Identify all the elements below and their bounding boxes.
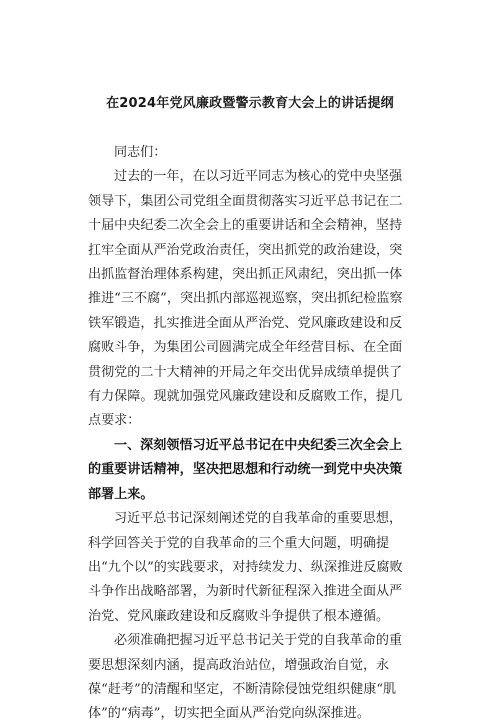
paragraph-2: 习近平总书记深刻阐述党的自我革命的重要思想，科学回答关于党的自我革命的三个重大问题，明确提出“九个以”的实践要求，对持续发力、纵深推进反腐败斗争作出战略部署，为新时代新征程深入推进全面从严治党、党风廉政建设和反腐败斗争提供了根本遵循。 [88, 511, 403, 624]
paragraph-3: 必须准确把握习近平总书记关于党的自我革命的重要思想深刻内涵，提高政治站位，增强政治自觉，永葆“赶考”的清醒和坚定，不断清除侵蚀党组织健康“肌体”的“病毒”，切实把全面从严治党向纵深推进。 [88, 633, 403, 722]
document-title: 在2024年党风廉政暨警示教育大会上的讲话提纲 [106, 96, 394, 111]
section-heading-1: 一、深刻领悟习近平总书记在中央纪委三次全会上的重要讲话精神，坚决把思想和行动统一到党中央决策部署上来。 [88, 437, 403, 502]
paragraph-1: 过去的一年，在以习近平同志为核心的党中央坚强领导下，集团公司党组全面贯彻落实习近平总书记在二十届中央纪委二次全会上的重要讲话和全会精神，坚持扛牢全面从严治党政治责任，突出抓党的政治建设，突出抓监督治理体系构建，突出抓正风肃纪，突出抓一体推进“三不腐”，突出抓内部巡视巡察，突出抓纪检监察铁军锻造，扎实推进全面从严治党、党风廉政建设和反腐败斗争，为集团公司圆满完成全年经营目标、在全面贯彻党的二十大精神的开局之年交出优异成绩单提供了有力保障。现就加强党风廉政建设和反腐败工作，提几点要求： [88, 169, 403, 429]
salutation: 同志们： [114, 145, 167, 160]
document-body [88, 141, 411, 727]
